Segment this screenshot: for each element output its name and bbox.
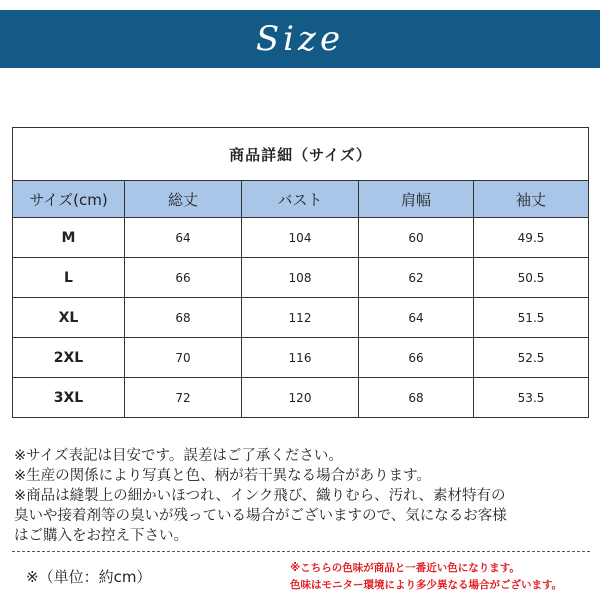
dashed-divider <box>12 551 590 552</box>
cell-shoulder: 66 <box>359 338 474 378</box>
banner-title: Size <box>255 19 345 59</box>
size-label: 3XL <box>13 378 125 418</box>
table-title: 商品詳細（サイズ） <box>13 128 589 181</box>
table-row <box>13 378 589 418</box>
size-label: M <box>13 218 125 258</box>
cell-bust: 120 <box>242 378 359 418</box>
size-label: L <box>13 258 125 298</box>
cell-bust: 112 <box>242 298 359 338</box>
table-row <box>13 298 589 338</box>
cell-sleeve: 50.5 <box>474 258 589 298</box>
note-line: ※商品は縫製上の細かいほつれ、インク飛び、織りむら、汚れ、素材特有の <box>14 488 506 504</box>
note-line: 臭いや接着剤等の臭いが残っている場合がございますので、気になるお客様 <box>14 508 507 524</box>
table-row <box>13 258 589 298</box>
table-row <box>13 338 589 378</box>
cell-bust: 116 <box>242 338 359 378</box>
note-line: はご購入をお控え下さい。 <box>14 528 188 544</box>
cell-shoulder: 62 <box>359 258 474 298</box>
note-line: ※生産の関係により写真と色、柄が若干異なる場合があります。 <box>14 468 431 484</box>
color-note <box>290 560 596 594</box>
table-row <box>13 218 589 258</box>
header-shoulder: 肩幅 <box>359 181 474 218</box>
color-note-line: ※こちらの色味が商品と一番近い色になります。 <box>290 562 520 574</box>
cell-length: 72 <box>125 378 242 418</box>
header-length: 総丈 <box>125 181 242 218</box>
header-size: サイズ(cm) <box>13 181 125 218</box>
cell-length: 64 <box>125 218 242 258</box>
cell-shoulder: 60 <box>359 218 474 258</box>
header-bust: バスト <box>242 181 359 218</box>
cell-length: 70 <box>125 338 242 378</box>
table-title-row <box>13 128 589 181</box>
size-banner <box>0 10 600 68</box>
color-note-line: 色味はモニター環境により多少異なる場合がございます。 <box>290 579 563 591</box>
cell-bust: 108 <box>242 258 359 298</box>
cell-length: 66 <box>125 258 242 298</box>
header-sleeve: 袖丈 <box>474 181 589 218</box>
cell-length: 68 <box>125 298 242 338</box>
size-table <box>12 127 589 418</box>
size-label: XL <box>13 298 125 338</box>
note-line: ※サイズ表記は目安です。誤差はご了承ください。 <box>14 448 343 464</box>
cell-shoulder: 68 <box>359 378 474 418</box>
cell-sleeve: 52.5 <box>474 338 589 378</box>
cell-sleeve: 53.5 <box>474 378 589 418</box>
notes <box>14 446 590 546</box>
table-header-row <box>13 181 589 218</box>
cell-bust: 104 <box>242 218 359 258</box>
size-label: 2XL <box>13 338 125 378</box>
cell-shoulder: 64 <box>359 298 474 338</box>
unit-note: ※（単位：約cm） <box>26 568 152 586</box>
cell-sleeve: 51.5 <box>474 298 589 338</box>
cell-sleeve: 49.5 <box>474 218 589 258</box>
